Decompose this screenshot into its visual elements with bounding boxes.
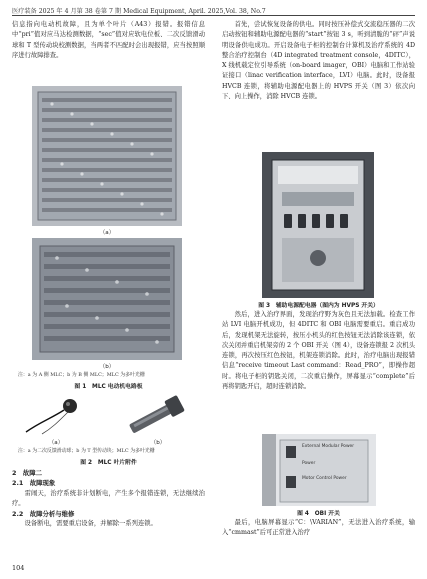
figure1a-photo [32,86,182,226]
right-mid-paragraph: 然后，进入治疗界面，发现治疗野为灰色且无法加载。检查工作站 LVI 电脑开机成功，但 4DITC 和 OBI 电脑需要重启。重启成功后，发现机架无法旋转，按压小机头的红色按钮无法消除该连锁，依次关闭并重启机架旁的 2 个 OBI 开关（图 4），设备连锁报 2 次机头连锁，再次按压红色按钮，机架连锁消除。此时，治疗电脑出现报错信息“receive timeout Last command：Read_PRO”，即操作超时。将电子柜的钥匙关闭，二次重启操作，屏幕显示“complete”后再将钥匙开启，超时连锁消除。 [222,311,415,391]
figure1-caption: 图 1 MLC 电动机电路板 [74,384,143,390]
page-number: 104 [12,564,25,572]
figure2-caption: 图 2 MLC 叶片附件 [80,460,137,466]
figure1-note: 注：a 为 A 侧 MLC；b 为 B 侧 MLC；MLC 为多叶光栅 [18,372,145,378]
figure2b-label: （b） [150,440,166,446]
section2-block [12,468,205,530]
obi-label-mid: Power [302,461,316,466]
figure1b-photo [32,238,182,360]
running-header: 医疗装备 2025 年 4 月第 38 卷第 7 期 Medical Equipment, April. 2025,Vol. 38, No.7 [12,8,266,15]
figure2a-label: （a） [48,440,64,446]
figure1b-label: （b） [99,364,115,370]
figure3-photo [262,152,374,298]
figure2a-photo [22,392,88,440]
section2-2-title: 2.2 故障分析与维修 [12,510,75,519]
right-bottom-paragraph: 最后，电脑屏幕显示“C：\VARIAN”，无法进入治疗系统，输入“cmmast”后可正常进入治疗 [222,519,415,537]
right-mid-paragraph-block [222,310,415,392]
figure1a-label: （a） [99,230,115,236]
circuit-board-image [32,86,182,226]
t-block-image [118,392,194,440]
header-rule [12,15,415,16]
figure4-photo [262,434,376,506]
figure2b-photo [118,392,194,440]
circuit-board-image-b [32,238,182,360]
left-top-paragraph-block [12,20,205,61]
figure3-caption: 图 3 辅助电源配电器（图内为 HVPS 开关） [258,303,379,309]
feedback-ball-image [22,392,88,440]
right-top-paragraph-block [222,20,415,102]
figure2-note: 注：a 为二次反馈滑动球；b 为 T 型传动块；MLC 为多叶光栅 [18,448,155,454]
right-bottom-paragraph-block [222,518,415,539]
left-top-paragraph: 信息指向电动机故障，且为单个叶片（A43）报错。报错信息中“pri”值对应马达检测数据，“sec”值对应软电位板、二次反馈滑动球和 T 型传动块校测数据，当两者不匹配时会出现报错，应当按照顺序进行故障排查。 [12,21,205,59]
power-distributor-image [262,152,374,298]
section2-1-text: 雷闹天，治疗系统非计划断电，产生多个报错连锁，无法继续治疗。 [12,489,205,507]
section2-1-title: 2.1 故障现象 [12,479,56,488]
section2-title: 2 故障二 [12,469,43,477]
obi-label-bottom: Motor Control Power [302,476,347,481]
obi-label-top: External Modular Power [302,444,355,449]
right-top-paragraph: 首先，尝试恢复设备的供电。同时按压补偿式交流稳压器的二次启动按钮和辅助电源配电器的“start”按钮 3 s，听到清脆的“砰”声说明设备供电成功。开启设备电子柜的控制台计算机及治疗系统的 4D 整合治疗控制台（4D integrated treatment console，4DITC），X 线机载定位引导系统（on-board imager，OBI）电脑和工作站验证接口（linac verification interface，LVI）电脑。此时，设备报 HVCB 连锁，将辅助电源配电器上的 HVPS 开关（图 3）依次向下、向上操作，消除 HVCB 连锁。 [222,21,415,101]
section2-2-text: 设备断电，需要重启设备，并解除一系列连锁。 [24,520,157,528]
figure4-caption: 图 4 OBI 开关 [297,511,340,517]
